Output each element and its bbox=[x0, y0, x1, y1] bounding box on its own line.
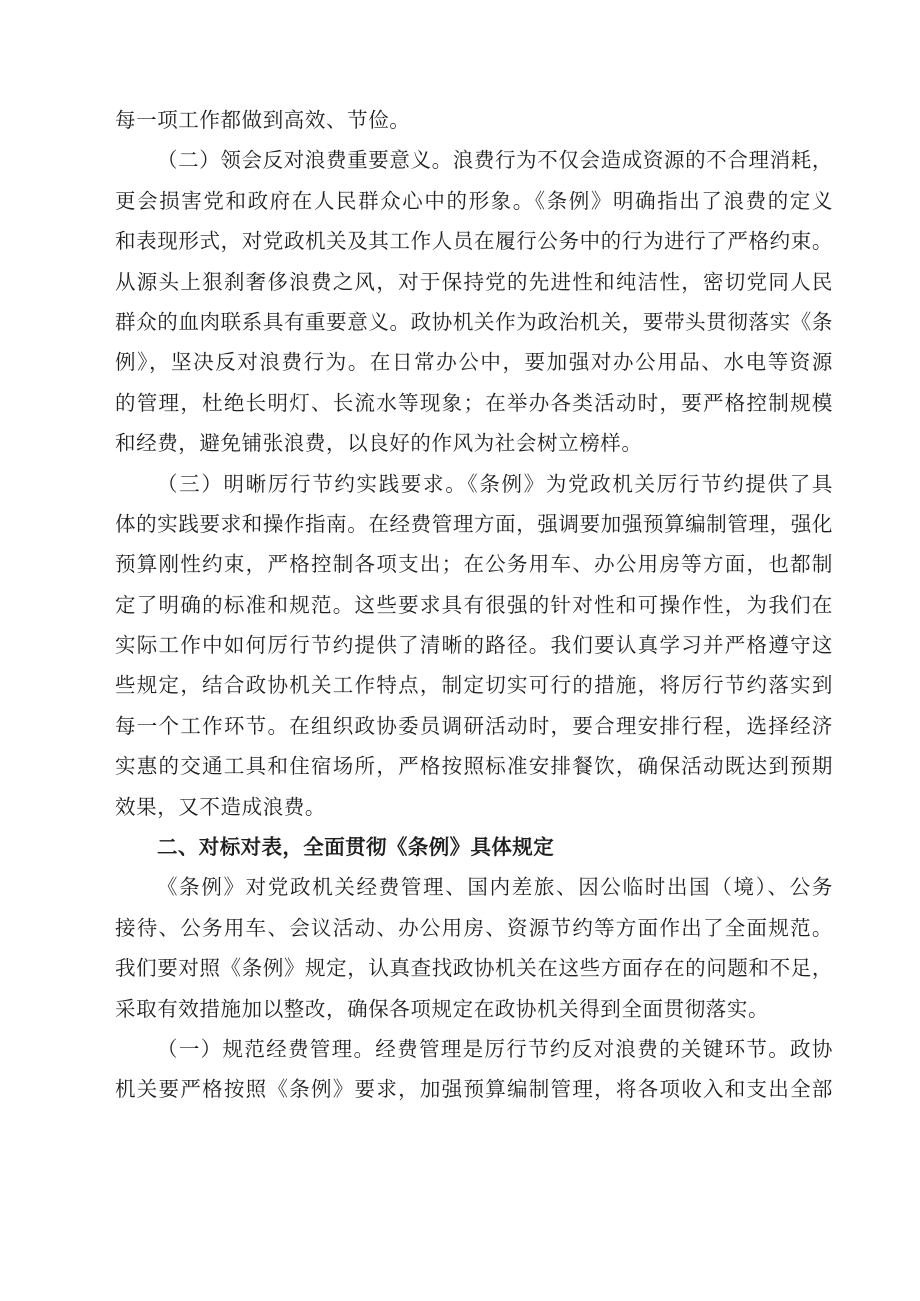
text-line: 每一个工作环节。在组织政协委员调研活动时，要合理安排行程，选择经济 bbox=[115, 713, 833, 738]
text-line: 的管理，杜绝长明灯、长流水等现象；在举办各类活动时，要严格控制规模 bbox=[115, 390, 833, 415]
paragraph-first-line: 《条例》对党政机关经费管理、国内差旅、因公临时出国（境）、公务 bbox=[157, 875, 833, 900]
text-line: 我们要对照《条例》规定，认真查找政协机关在这些方面存在的问题和不足， bbox=[115, 956, 833, 981]
section-heading: 二、对标对表，全面贯彻《条例》具体规定 bbox=[157, 835, 555, 860]
text-line: 从源头上狠刹奢侈浪费之风，对于保持党的先进性和纯洁性，密切党同人民 bbox=[115, 269, 833, 294]
text-line: 实惠的交通工具和住宿场所，严格按照标准安排餐饮，确保活动既达到预期 bbox=[115, 754, 833, 779]
paragraph-first-line: （三）明晰厉行节约实践要求。《条例》为党政机关厉行节约提供了具 bbox=[157, 471, 833, 496]
body-text bbox=[115, 100, 833, 1110]
text-line: 群众的血肉联系具有重要意义。政协机关作为政治机关，要带头贯彻落实《条 bbox=[115, 309, 833, 334]
text-line: 些规定，结合政协机关工作特点，制定切实可行的措施，将厉行节约落实到 bbox=[115, 673, 833, 698]
text-line: 采取有效措施加以整改，确保各项规定在政协机关得到全面贯彻落实。 bbox=[115, 996, 770, 1021]
text-line: 机关要严格按照《条例》要求，加强预算编制管理，将各项收入和支出全部 bbox=[115, 1077, 833, 1102]
text-line: 例》，坚决反对浪费行为。在日常办公中，要加强对办公用品、水电等资源 bbox=[115, 350, 833, 375]
paragraph-first-line: （二）领会反对浪费重要意义。浪费行为不仅会造成资源的不合理消耗， bbox=[157, 148, 833, 173]
text-line: 效果，又不造成浪费。 bbox=[115, 794, 326, 819]
text-line: 定了明确的标准和规范。这些要求具有很强的针对性和可操作性，为我们在 bbox=[115, 592, 833, 617]
text-line: 预算刚性约束，严格控制各项支出；在公务用车、办公用房等方面，也都制 bbox=[115, 552, 833, 577]
paragraph-first-line: （一）规范经费管理。经费管理是厉行节约反对浪费的关键环节。政协 bbox=[157, 1036, 833, 1061]
text-line: 更会损害党和政府在人民群众心中的形象。《条例》明确指出了浪费的定义 bbox=[115, 188, 833, 213]
text-line: 和经费，避免铺张浪费，以良好的作风为社会树立榜样。 bbox=[115, 431, 643, 456]
text-line: 接待、公务用车、会议活动、办公用房、资源节约等方面作出了全面规范。 bbox=[115, 915, 833, 940]
text-line: 体的实践要求和操作指南。在经费管理方面，强调要加强预算编制管理，强化 bbox=[115, 511, 833, 536]
text-line: 实际工作中如何厉行节约提供了清晰的路径。我们要认真学习并严格遵守这 bbox=[115, 633, 833, 658]
text-line: 每一项工作都做到高效、节俭。 bbox=[115, 108, 411, 132]
text-line: 和表现形式，对党政机关及其工作人员在履行公务中的行为进行了严格约束。 bbox=[115, 229, 833, 254]
